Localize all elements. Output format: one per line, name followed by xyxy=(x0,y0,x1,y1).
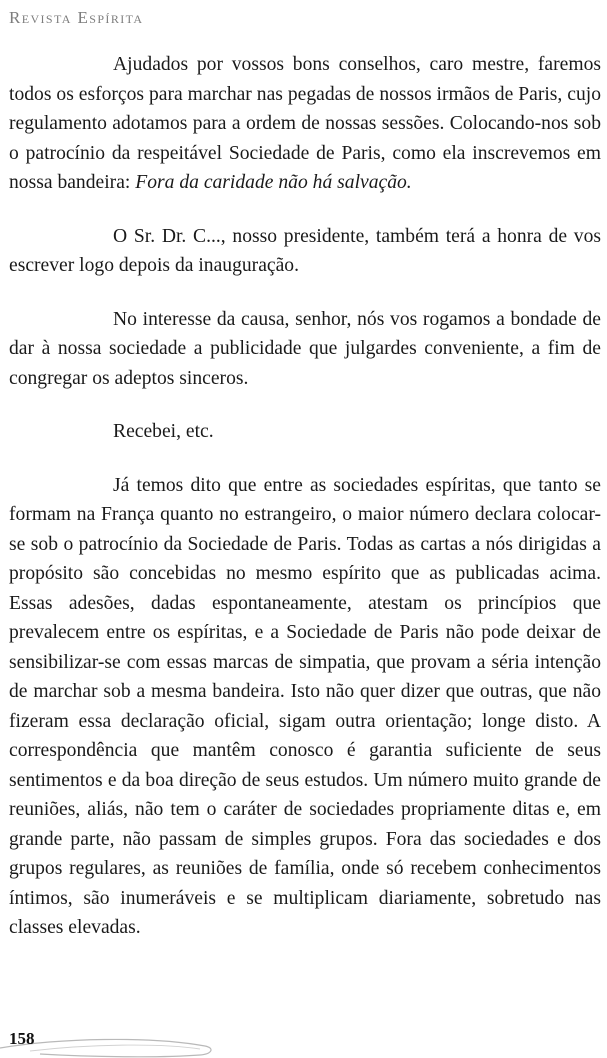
decorative-swoosh-icon xyxy=(0,1024,230,1058)
paragraph-2: O Sr. Dr. C..., nosso presidente, também terá a honra de vos escrever logo depois da inauguração. xyxy=(9,225,601,276)
paragraph-5: Já temos dito que entre as sociedades espíritas, que tanto se formam na França quanto no estrangeiro, o maior número declara colocar-se sob o patrocínio da Sociedade de Paris. Todas as cartas a nós dirigidas a propósito são concebidas no mesmo espírito que as publicadas acima. Essas adesões, dadas espontaneamente, atestam os princípios que prevalecem entre os espíritas, e a Sociedade de Paris não pode deixar de sensibilizar-se com essas marcas de simpatia, que provam a séria intenção de marchar sob a mesma bandeira. Isto não quer dizer que outras, que não fizeram essa declaração oficial, sigam outra orientação; longe disto. A correspondência que mantêm conosco é garantia suficiente de seus sentimentos e da boa direção de seus estudos. Um número muito grande de reuniões, aliás, não tem o caráter de sociedades propriamente ditas e, em grande parte, não passam de simples grupos. Fora das sociedades e dos grupos regulares, as reuniões de família, onde só recebem conhecimentos íntimos, são inumeráveis e se multiplicam diariamente, sobretudo nas classes elevadas. xyxy=(9,474,601,938)
paragraph-4: Recebei, etc. xyxy=(113,421,214,442)
paragraph-1 xyxy=(9,50,601,198)
paragraph-1-text: Ajudados por vossos bons conselhos, caro mestre, faremos todos os esforços para marchar nas pegadas de nossos irmãos de Paris, cujo regulamento adotamos para a ordem de nossas sessões. Colocando-nos sob o patrocínio da respeitável Sociedade de Paris, como ela inscrevemos em nossa bandeira: xyxy=(9,54,601,193)
body-text xyxy=(9,50,601,943)
page-number: 158 xyxy=(9,1029,35,1048)
paragraph-3: No interesse da causa, senhor, nós vos rogamos a bondade de dar à nossa sociedade a publicidade que julgardes conveniente, a fim de congregar os adeptos sinceros. xyxy=(9,308,601,389)
paragraph-1-italic-motto: Fora da caridade não há salvação. xyxy=(135,172,412,193)
running-header: Revista Espírita xyxy=(9,8,144,27)
